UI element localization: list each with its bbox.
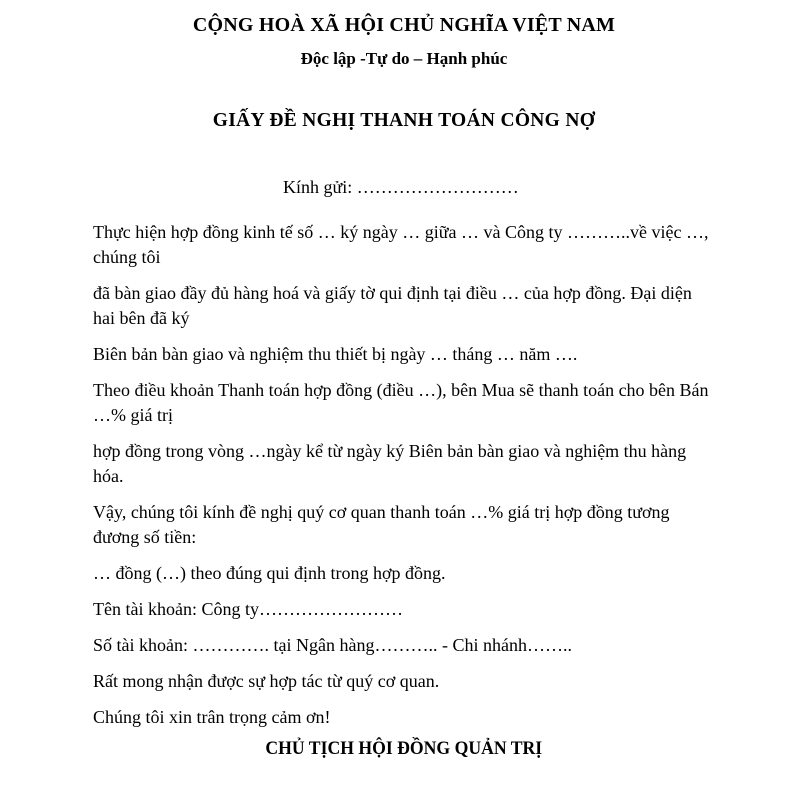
body-paragraph: Theo điều khoản Thanh toán hợp đồng (điều …), bên Mua sẽ thanh toán cho bên Bán …% giá trị	[93, 379, 709, 425]
body-paragraph: Tên tài khoản: Công ty……………………	[93, 598, 403, 619]
body-paragraph: Rất mong nhận được sự hợp tác từ quý cơ quan.	[93, 670, 440, 691]
document-body	[93, 220, 713, 730]
body-paragraph: Chúng tôi xin trân trọng cảm ơn!	[93, 706, 331, 727]
body-paragraph: Thực hiện hợp đồng kinh tế số … ký ngày … giữa … và Công ty ………..về việc …, chúng tôi	[93, 221, 709, 267]
signature-title: CHỦ TỊCH HỘI ĐỒNG QUẢN TRỊ	[265, 738, 543, 759]
body-paragraph: … đồng (…) theo đúng qui định trong hợp đồng.	[93, 562, 446, 583]
national-motto: Độc lập -Tự do – Hạnh phúc	[300, 49, 508, 68]
signature-block	[0, 738, 808, 760]
body-paragraph: đã bàn giao đầy đủ hàng hoá và giấy tờ qui định tại điều … của hợp đồng. Đại diện hai bên đã ký	[93, 282, 692, 328]
document-title: GIẤY ĐỀ NGHỊ THANH TOÁN CÔNG NỢ	[212, 110, 596, 132]
recipient-line: Kính gửi: ………………………	[283, 177, 519, 198]
body-paragraph: hợp đồng trong vòng …ngày kể từ ngày ký Biên bản bàn giao và nghiệm thu hàng hóa.	[93, 440, 687, 486]
national-title: CỘNG HOÀ XÃ HỘI CHỦ NGHĨA VIỆT NAM	[192, 14, 616, 36]
body-paragraph: Biên bản bàn giao và nghiệm thu thiết bị ngày … tháng … năm ….	[93, 343, 578, 364]
document-header	[0, 0, 808, 69]
body-paragraph: Số tài khoản: …………. tại Ngân hàng……….. - Chi nhánh……..	[93, 634, 572, 655]
body-paragraph: Vậy, chúng tôi kính đề nghị quý cơ quan thanh toán …% giá trị hợp đồng tương đương số tiền:	[93, 501, 670, 547]
